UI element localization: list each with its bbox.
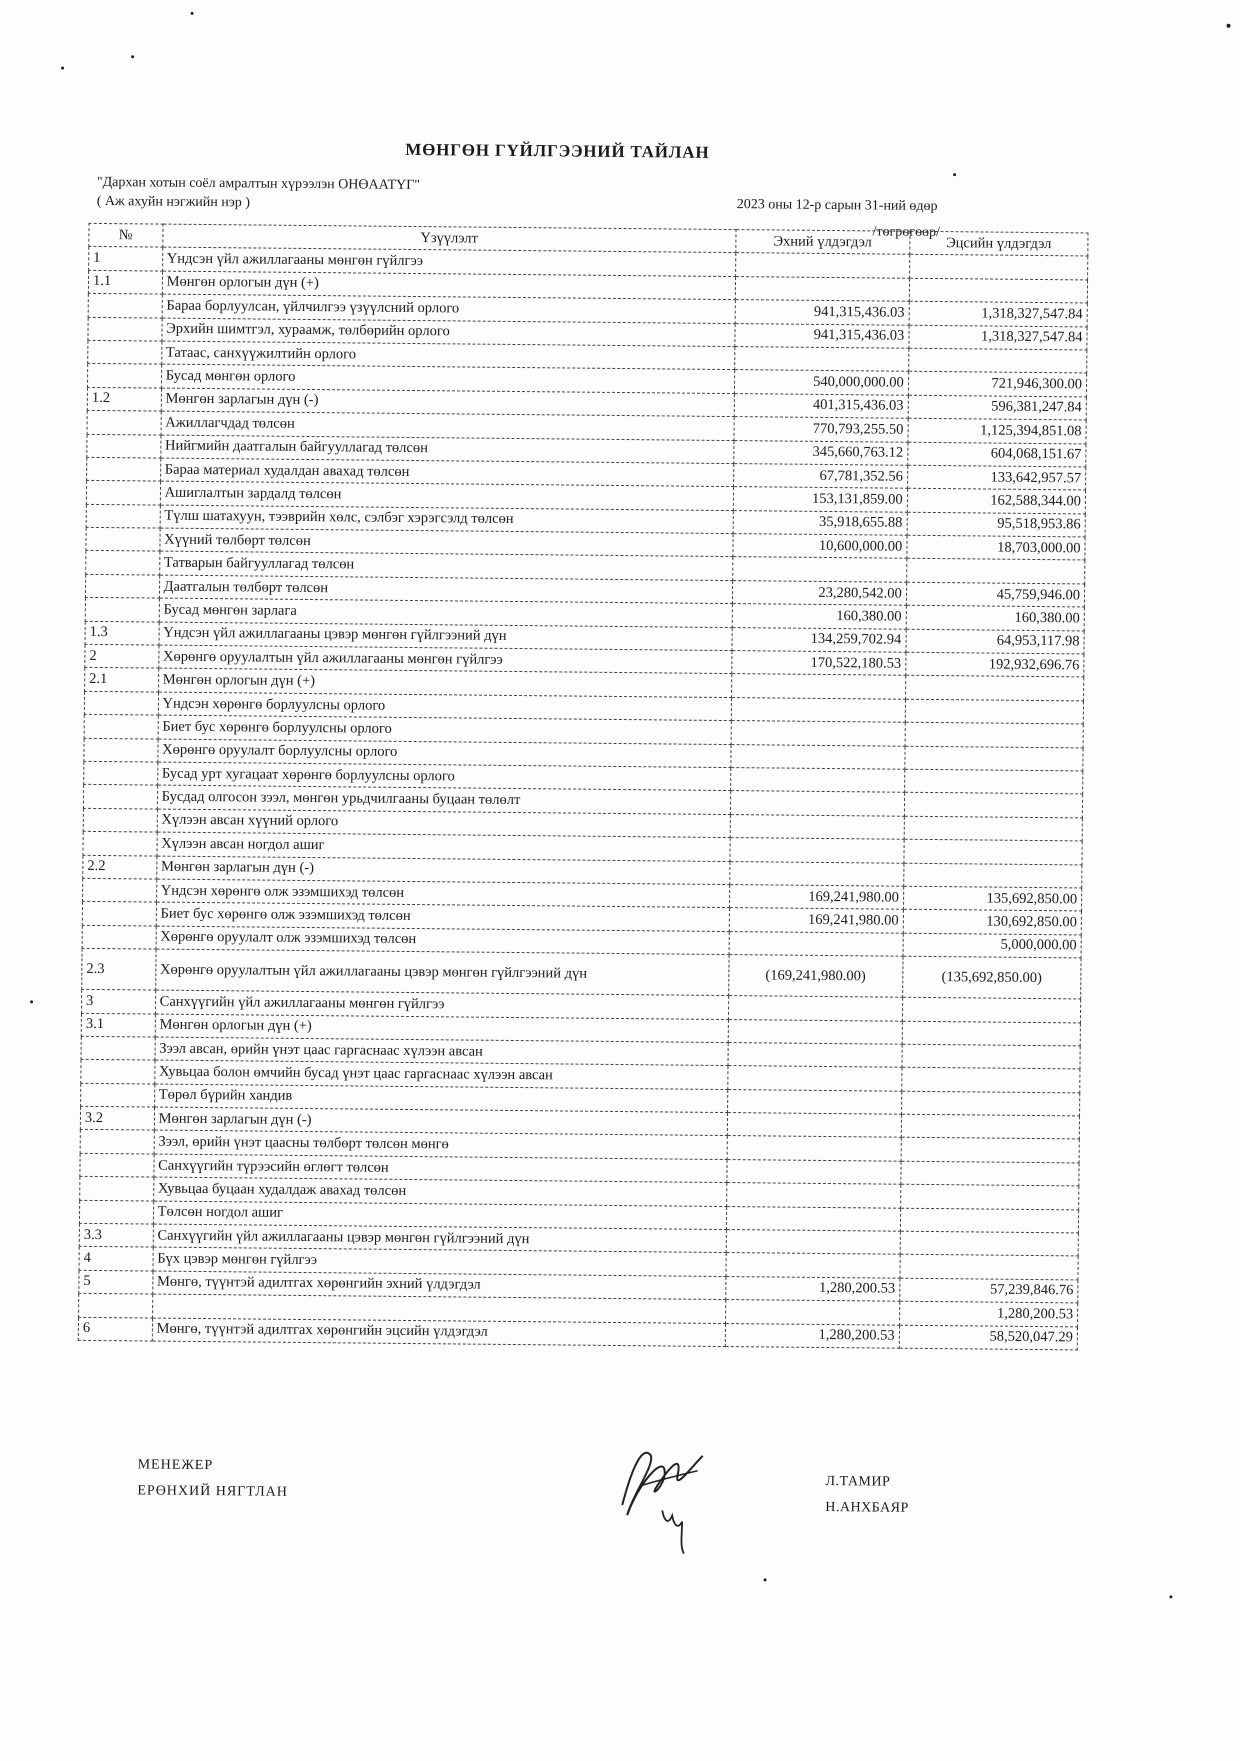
closing-balance	[904, 839, 1082, 864]
closing-balance: 604,068,151.67	[908, 442, 1086, 467]
opening-balance	[730, 861, 904, 886]
opening-balance: 169,241,980.00	[729, 908, 903, 933]
closing-balance: 45,759,946.00	[906, 582, 1084, 607]
closing-balance	[901, 1114, 1079, 1139]
row-label: Биет бус хөрөнгө олж эзэмшихэд төлсөн	[156, 902, 729, 931]
row-label: Ажиллагчдад төлсөн	[161, 411, 734, 440]
opening-balance: 770,793,255.50	[734, 417, 908, 442]
closing-balance: 58,520,047.29	[899, 1325, 1077, 1350]
row-label: Мөнгөн зарлагын дүн (-)	[161, 388, 734, 417]
opening-balance: 1,280,200.53	[726, 1276, 900, 1301]
row-number	[79, 1294, 153, 1318]
row-number	[87, 457, 161, 481]
closing-balance	[905, 722, 1083, 747]
closing-balance	[902, 997, 1080, 1022]
row-number	[86, 551, 160, 575]
organization-label: ( Аж ахуйн нэгжийн нэр )	[96, 193, 250, 211]
closing-balance	[901, 1161, 1079, 1186]
opening-balance: 941,315,436.03	[735, 323, 909, 348]
opening-balance: 169,241,980.00	[729, 884, 903, 909]
row-label: Мөнгөн орлогын дүн (+)	[155, 1014, 728, 1043]
row-label: Хувьцаа болон өмчийн бусад үнэт цаас гаргаснаас хүлээн авсан	[154, 1060, 727, 1089]
row-label: Бүх цэвэр мөнгөн гүйлгээ	[153, 1247, 726, 1276]
row-label: Татаас, санхүүжилтийн орлого	[161, 341, 734, 370]
opening-balance: 67,781,352.56	[733, 463, 907, 488]
row-number	[88, 294, 162, 318]
closing-balance: 1,318,327,547.84	[909, 325, 1087, 350]
closing-balance	[906, 559, 1084, 584]
opening-balance: 153,131,859.00	[733, 487, 907, 512]
handwritten-signature	[602, 1425, 733, 1556]
closing-balance	[903, 863, 1081, 888]
row-label: Нийгмийн даатгалын байгууллагад төлсөн	[160, 435, 733, 464]
row-label: Мөнгөн орлогын дүн (+)	[162, 271, 735, 300]
row-label: Мөнгөн орлогын дүн (+)	[158, 668, 731, 697]
closing-balance	[900, 1184, 1078, 1209]
opening-balance	[728, 996, 902, 1021]
opening-balance: 35,918,655.88	[733, 510, 907, 535]
closing-balance	[909, 255, 1087, 280]
row-label: Бусад мөнгөн орлого	[161, 364, 734, 393]
closing-balance	[902, 1044, 1080, 1069]
closing-balance: 5,000,000.00	[903, 933, 1081, 958]
opening-balance: 1,280,200.53	[725, 1323, 899, 1348]
scan-speck	[764, 1578, 767, 1581]
column-header-name: Үзүүлэлт	[162, 224, 735, 253]
row-number	[80, 1153, 154, 1177]
row-number: 5	[79, 1270, 153, 1294]
closing-balance	[900, 1231, 1078, 1256]
opening-balance: 160,380.00	[732, 604, 906, 629]
row-number	[86, 504, 160, 528]
opening-balance	[728, 1066, 902, 1091]
closing-balance	[901, 1091, 1079, 1116]
scan-speck	[61, 67, 64, 70]
closing-balance: 64,953,117.98	[906, 629, 1084, 654]
row-number	[80, 1130, 154, 1154]
row-label: Мөнгөн зарлагын дүн (-)	[156, 856, 729, 885]
accountant-role: ЕРӨНХИЙ НЯГТЛАН	[137, 1483, 288, 1500]
row-label: Зээл, өрийн үнэт цаасны төлбөрт төлсөн мөнгө	[154, 1130, 727, 1159]
row-label: Санхүүгийн үйл ажиллагааны мөнгөн гүйлгээ	[155, 990, 728, 1019]
report-title: МӨНГӨН ГҮЙЛГЭЭНИЙ ТАЙЛАН	[405, 139, 710, 162]
opening-balance	[730, 838, 904, 863]
opening-balance	[730, 814, 904, 839]
closing-balance: 95,518,953.86	[907, 512, 1085, 537]
opening-balance	[727, 1113, 901, 1138]
opening-balance	[727, 1089, 901, 1114]
closing-balance	[902, 1021, 1080, 1046]
opening-balance	[727, 1159, 901, 1184]
row-label: Ашиглалтын зардалд төлсөн	[160, 481, 733, 510]
closing-balance: 130,692,850.00	[903, 910, 1081, 935]
row-number	[83, 808, 157, 832]
closing-balance: 596,381,247.84	[908, 395, 1086, 420]
currency-note: /төгрөгөөр/	[872, 224, 940, 241]
row-label: Төрөл бүрийн хандив	[154, 1084, 727, 1113]
report-date: 2023 оны 12-р сарын 31-ний өдөр	[736, 197, 938, 215]
row-label: Даатгалын төлбөрт төлсөн	[159, 575, 732, 604]
closing-balance: 160,380.00	[906, 605, 1084, 630]
row-number: 2.2	[83, 855, 157, 879]
opening-balance: 345,660,763.12	[734, 440, 908, 465]
row-label: Түлш шатахуун, тээврийн хөлс, сэлбэг хэрэгсэлд төлсөн	[160, 505, 733, 534]
opening-balance	[727, 1136, 901, 1161]
accountant-name: Н.АНХБАЯР	[825, 1500, 909, 1516]
row-number	[84, 761, 158, 785]
row-number: 1	[89, 247, 163, 271]
row-number	[85, 598, 159, 622]
opening-balance	[731, 674, 905, 699]
closing-balance	[905, 746, 1083, 771]
scan-speck	[1226, 24, 1230, 28]
opening-balance	[730, 768, 904, 793]
row-number: 1.2	[87, 387, 161, 411]
opening-balance: 134,259,702.94	[732, 627, 906, 652]
row-number: 3.1	[81, 1013, 155, 1037]
row-number	[87, 410, 161, 434]
row-number	[83, 878, 157, 902]
row-label: Санхүүгийн үйл ажиллагааны цэвэр мөнгөн гүйлгээний дүн	[153, 1224, 726, 1253]
row-number	[83, 785, 157, 809]
row-number: 2	[85, 644, 159, 668]
closing-balance	[905, 699, 1083, 724]
row-number	[80, 1177, 154, 1201]
closing-balance: 135,692,850.00	[903, 886, 1081, 911]
row-number: 6	[78, 1317, 152, 1341]
closing-balance	[909, 278, 1087, 303]
closing-balance	[901, 1138, 1079, 1163]
row-label: Татварын байгууллагад төлсөн	[159, 552, 732, 581]
row-label: Хувьцаа буцаан худалдаж авахад төлсөн	[153, 1177, 726, 1206]
row-label: Төлсөн ногдол ашиг	[153, 1201, 726, 1230]
closing-balance	[904, 769, 1082, 794]
row-label: Бараа материал худалдан авахад төлсөн	[160, 458, 733, 487]
opening-balance	[728, 1042, 902, 1067]
row-label: Мөнгөн зарлагын дүн (-)	[154, 1107, 727, 1136]
row-number: 3	[81, 989, 155, 1013]
closing-balance	[904, 816, 1082, 841]
row-label: Зээл авсан, өрийн үнэт цаас гаргаснаас хүлээн авсан	[155, 1037, 728, 1066]
row-number: 3.2	[80, 1106, 154, 1130]
scan-speck	[953, 173, 956, 176]
cash-flow-table	[78, 223, 1089, 1351]
closing-balance: 1,318,327,547.84	[909, 301, 1087, 326]
opening-balance: 10,600,000.00	[733, 534, 907, 559]
closing-balance	[905, 676, 1083, 701]
row-number	[86, 481, 160, 505]
manager-role: МЕНЕЖЕР	[137, 1457, 214, 1474]
column-header-opening: Эхний үлдэгдэл	[736, 230, 910, 255]
row-number	[84, 691, 158, 715]
opening-balance	[730, 791, 904, 816]
opening-balance	[732, 557, 906, 582]
row-label: Хүүний төлбөрт төлсөн	[160, 528, 733, 557]
row-label: Үндсэн хөрөнгө борлуулсны орлого	[158, 692, 731, 721]
row-label: Үндсэн хөрөнгө олж эзэмшихэд төлсөн	[156, 879, 729, 908]
opening-balance	[726, 1253, 900, 1278]
row-label: Мөнгө, түүнтэй адилтгах хөрөнгийн эхний үлдэгдэл	[152, 1271, 725, 1300]
row-number	[85, 574, 159, 598]
row-label: Хөрөнгө оруулалтын үйл ажиллагааны цэвэр мөнгөн гүйлгээний дүн	[155, 949, 729, 995]
row-label: Бараа борлуулсан, үйлчилгээ үзүүлсний орлого	[162, 294, 735, 323]
opening-balance	[726, 1183, 900, 1208]
row-number	[87, 434, 161, 458]
row-number	[81, 1060, 155, 1084]
opening-balance	[726, 1230, 900, 1255]
column-header-no: №	[89, 223, 163, 247]
opening-balance: 401,315,436.03	[734, 393, 908, 418]
closing-balance: 57,239,846.76	[899, 1278, 1077, 1303]
row-label: Хөрөнгө оруулалт борлуулсны орлого	[158, 739, 731, 768]
row-label: Бусад мөнгөн зарлага	[159, 598, 732, 627]
row-number: 2.3	[82, 948, 156, 990]
opening-balance: 170,522,180.53	[732, 651, 906, 676]
row-number	[87, 364, 161, 388]
row-label: Хүлээн авсан ногдол ашиг	[157, 832, 730, 861]
row-number: 2.1	[85, 668, 159, 692]
row-number	[88, 340, 162, 364]
closing-balance	[908, 348, 1086, 373]
row-number	[83, 832, 157, 856]
opening-balance	[731, 697, 905, 722]
row-number	[81, 1036, 155, 1060]
row-label: Биет бус хөрөнгө борлуулсны орлого	[158, 715, 731, 744]
closing-balance: 133,642,957.57	[907, 465, 1085, 490]
closing-balance: 1,125,394,851.08	[908, 418, 1086, 443]
row-number	[88, 317, 162, 341]
opening-balance	[728, 1019, 902, 1044]
closing-balance: (135,692,850.00)	[902, 956, 1081, 999]
closing-balance: 721,946,300.00	[908, 372, 1086, 397]
row-number: 1.3	[85, 621, 159, 645]
row-label: Бусад урт хугацаат хөрөнгө борлуулсны орлого	[157, 762, 730, 791]
row-label: Мөнгө, түүнтэй адилтгах хөрөнгийн эцсийн үлдэгдэл	[152, 1318, 725, 1347]
row-label: Эрхийн шимтгэл, хураамж, төлбөрийн орлого	[162, 318, 735, 347]
row-label: Хөрөнгө оруулалтын үйл ажиллагааны мөнгөн гүйлгээ	[158, 645, 731, 674]
opening-balance	[731, 744, 905, 769]
closing-balance: 192,932,696.76	[905, 652, 1083, 677]
opening-balance	[735, 276, 909, 301]
row-number	[84, 738, 158, 762]
opening-balance	[734, 347, 908, 372]
scan-speck	[191, 12, 194, 15]
row-number	[79, 1200, 153, 1224]
row-label: Бусдад олгосон зээл, мөнгөн урьдчилгааны буцаан төлөлт	[157, 785, 730, 814]
opening-balance: 540,000,000.00	[734, 370, 908, 395]
closing-balance: 1,280,200.53	[899, 1301, 1077, 1326]
row-label: Хөрөнгө оруулалт олж эзэмшихэд төлсөн	[156, 926, 729, 955]
opening-balance: 23,280,542.00	[732, 580, 906, 605]
opening-balance	[725, 1300, 899, 1325]
row-number	[82, 925, 156, 949]
organization-name: "Дархан хотын соёл амралтын хүрээлэн ОНӨААТҮГ"	[96, 174, 421, 194]
row-number	[86, 527, 160, 551]
scan-speck	[1169, 1595, 1172, 1598]
opening-balance	[731, 721, 905, 746]
opening-balance	[726, 1206, 900, 1231]
closing-balance	[904, 793, 1082, 818]
opening-balance: (169,241,980.00)	[728, 955, 902, 998]
closing-balance: 162,588,344.00	[907, 489, 1085, 514]
row-number	[82, 902, 156, 926]
row-number	[84, 715, 158, 739]
row-number: 1.1	[88, 270, 162, 294]
scan-speck	[131, 55, 134, 58]
opening-balance	[735, 253, 909, 278]
opening-balance	[729, 931, 903, 956]
closing-balance: 18,703,000.00	[907, 535, 1085, 560]
opening-balance: 941,315,436.03	[735, 300, 909, 325]
row-label: Үндсэн үйл ажиллагааны мөнгөн гүйлгээ	[162, 247, 735, 276]
column-header-closing: Эцсийн үлдэгдэл	[910, 231, 1088, 256]
closing-balance	[902, 1068, 1080, 1093]
row-label: Хүлээн авсан хүүний орлого	[157, 809, 730, 838]
manager-name: Л.ТАМИР	[825, 1474, 891, 1490]
scan-speck	[30, 1000, 33, 1003]
closing-balance	[900, 1208, 1078, 1233]
row-number: 3.3	[79, 1223, 153, 1247]
row-number: 4	[79, 1247, 153, 1271]
row-label: Санхүүгийн түрээсийн өглөгт төлсөн	[154, 1154, 727, 1183]
closing-balance	[900, 1255, 1078, 1280]
row-label: Үндсэн үйл ажиллагааны цэвэр мөнгөн гүйлгээний дүн	[159, 622, 732, 651]
row-number	[81, 1083, 155, 1107]
